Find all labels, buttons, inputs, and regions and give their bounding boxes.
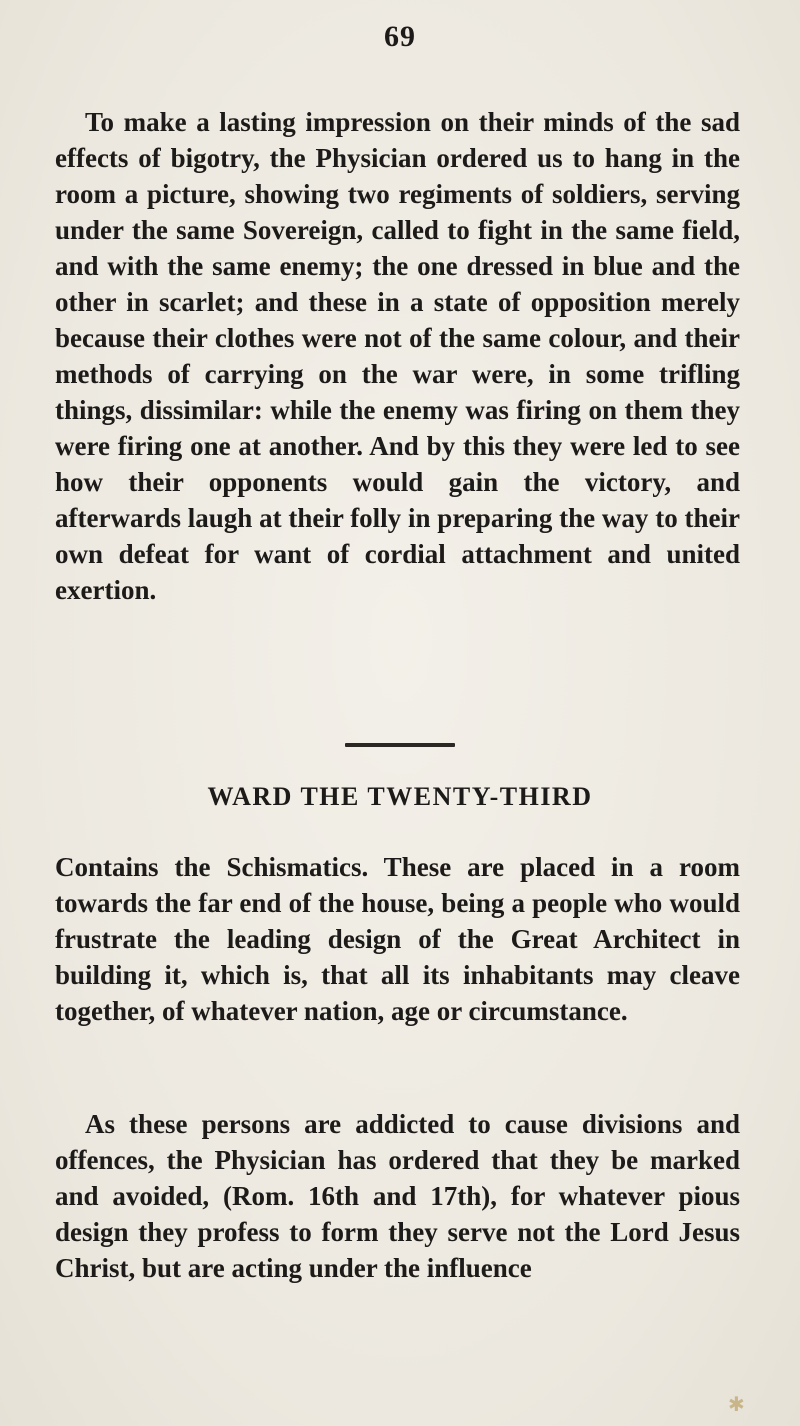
paragraph-schismatics: Contains the Schismatics. These are placed in a room towards the far end of the house, being a people who would frustrate the leading design of the Great Architect in building it, which is, that all its inhabitants may cleave together, of whatever nation, age or circumstance. <box>55 852 740 1026</box>
paragraph-divisions: As these persons are addicted to cause divisions and offences, the Physician has ordered that they be marked and avoided, (Rom. 16th and 17th), for whatever pious design they profess to form they serve not the Lord Jesus Christ, but are acting under the influence <box>55 1109 740 1283</box>
section-heading: WARD THE TWENTY-THIRD <box>207 782 593 811</box>
paragraph-bigotry-picture: To make a lasting impression on their minds of the sad effects of bigotry, the Physician ordered us to hang in the room a picture, showing two regiments of soldiers, serving under the same Sovereign, called to fight in the same field, and with the same enemy; the one dressed in blue and the other in scarlet; and these in a state of opposition merely because their clothes were not of the same colour, and their methods of carrying on the war were, in some trifling things, dissimilar: while the enemy was firing on them they were firing one at another. And by this they were led to see how their opponents would gain the victory, and afterwards laugh at their folly in preparing the way to their own defeat for want of cordial attachment and united exertion. <box>55 107 740 605</box>
page-number: 69 <box>384 20 416 53</box>
ink-stain: ✱ <box>728 1394 745 1416</box>
section-divider <box>345 743 455 747</box>
